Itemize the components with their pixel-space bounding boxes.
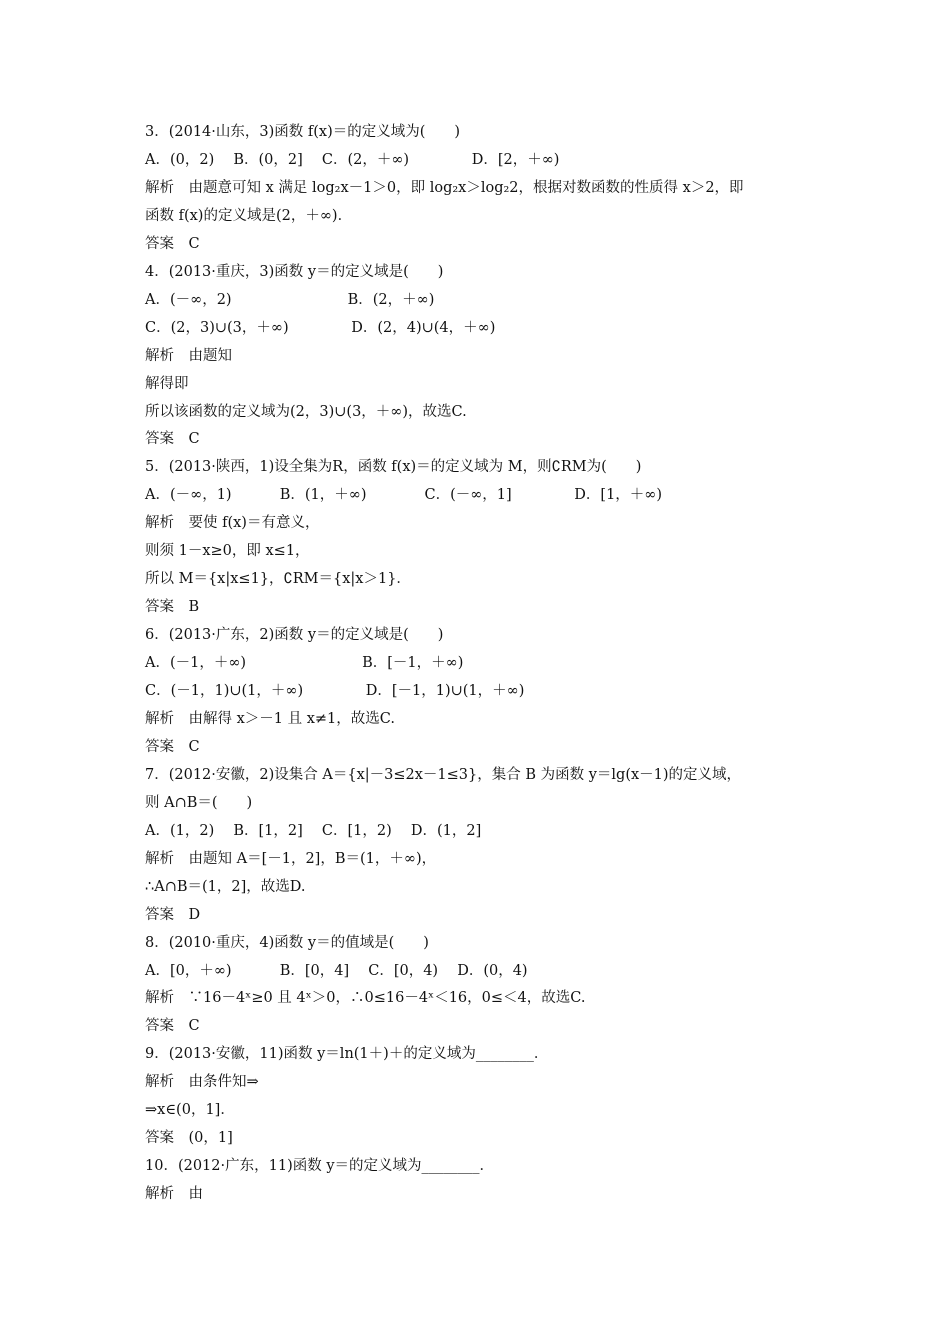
text-line: A．(0，2) B．(0，2] C．(2，＋∞) D．[2，＋∞) [145, 152, 560, 168]
text-line: 答案 D [145, 907, 201, 923]
text-line: A．(－1，＋∞) B．[－1，＋∞) [145, 655, 464, 671]
text-line: 解析 ∵16－4ˣ≥0 且 4ˣ＞0，∴0≤16－4ˣ＜16，0≤＜4，故选C. [145, 990, 586, 1006]
text-line: 所以 M＝{x|x≤1}，∁RM＝{x|x＞1}． [145, 571, 411, 587]
text-line: 解析 要使 f(x)＝有意义， [145, 515, 320, 531]
text-line: 函数 f(x)的定义域是(2，＋∞)． [145, 208, 353, 224]
text-line: 10．(2012·广东，11)函数 y＝的定义域为________． [145, 1158, 495, 1174]
text-line: A．(－∞，2) B．(2，＋∞) [145, 292, 435, 308]
text-line: 答案 C [145, 739, 200, 755]
text-line: 则须 1－x≥0，即 x≤1， [145, 543, 310, 559]
text-line: 答案 C [145, 431, 200, 447]
text-line: ∴A∩B＝(1，2]，故选D. [145, 879, 306, 895]
text-line: 答案 C [145, 1018, 200, 1034]
text-line: 7．(2012·安徽，2)设集合 A＝{x|－3≤2x－1≤3}，集合 B 为函数 y＝lg(x－1)的定义域， [145, 767, 742, 783]
text-line: C．(2，3)∪(3，＋∞) D．(2，4)∪(4，＋∞) [145, 320, 496, 336]
text-line: 8．(2010·重庆，4)函数 y＝的值域是( ) [145, 935, 429, 951]
text-line: A．(1，2) B．[1，2] C．[1，2) D．(1，2] [145, 823, 482, 839]
text-line: 则 A∩B＝( ) [145, 795, 253, 811]
text-line: 5．(2013·陕西，1)设全集为R，函数 f(x)＝的定义域为 M，则∁RM为( ) [145, 459, 642, 475]
text-line: A．[0，＋∞) B．[0，4] C．[0，4) D．(0，4) [145, 963, 528, 979]
text-line: 所以该函数的定义域为(2，3)∪(3，＋∞)，故选C. [145, 404, 467, 420]
text-line: 解析 由条件知⇒ [145, 1074, 259, 1090]
text-line: 解得即 [145, 376, 189, 392]
text-line: 解析 由 [145, 1186, 203, 1202]
text-line: 解析 由题意可知 x 满足 log₂x－1＞0，即 log₂x＞log₂2，根据对数函数的性质得 x＞2，即 [145, 180, 744, 196]
text-line: ⇒x∈(0，1]． [145, 1102, 235, 1118]
text-line: 6．(2013·广东，2)函数 y＝的定义域是( ) [145, 627, 444, 643]
text-line: 答案 (0，1] [145, 1130, 233, 1146]
text-line: 答案 C [145, 236, 200, 252]
text-line: C．(－1，1)∪(1，＋∞) D．[－1，1)∪(1，＋∞) [145, 683, 525, 699]
text-line: 解析 由题知 A＝[－1，2]，B＝(1，＋∞)， [145, 851, 437, 867]
text-line: 4．(2013·重庆，3)函数 y＝的定义域是( ) [145, 264, 444, 280]
text-line: 答案 B [145, 599, 200, 615]
text-line: A．(－∞，1) B．(1，＋∞) C．(－∞，1] D．[1，＋∞) [145, 487, 663, 503]
text-line: 9．(2013·安徽，11)函数 y＝ln(1＋)＋的定义域为________． [145, 1046, 549, 1062]
text-line: 解析 由题知 [145, 348, 232, 364]
text-line: 3．(2014·山东，3)函数 f(x)＝的定义域为( ) [145, 124, 461, 140]
text-line: 解析 由解得 x＞－1 且 x≠1，故选C. [145, 711, 395, 727]
